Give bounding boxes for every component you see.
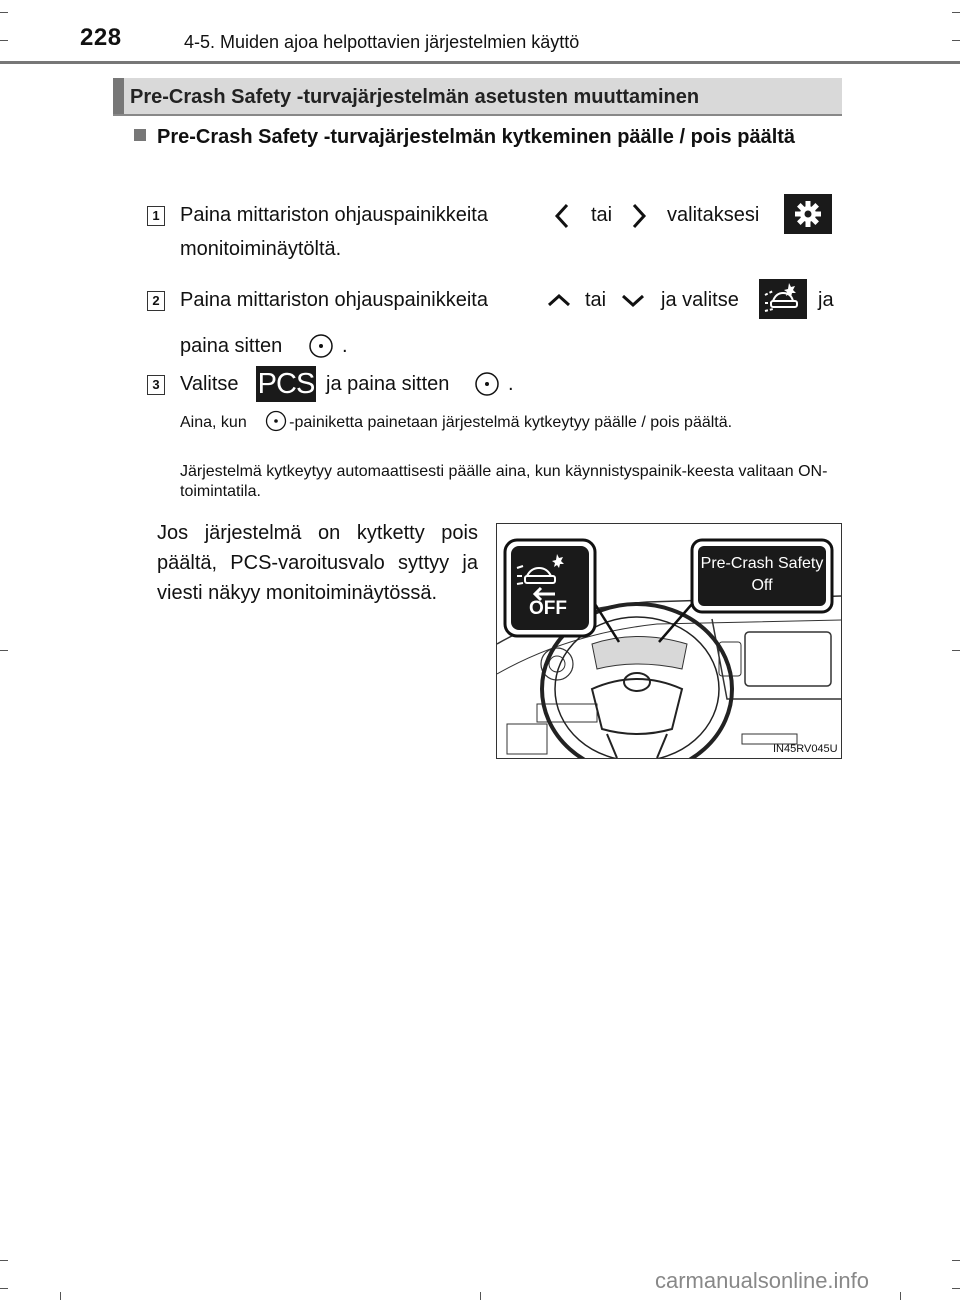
crop-mark [952,12,960,13]
step-text: . [342,335,348,357]
figure-code: IN45RV045U [773,743,838,755]
subhead-marker [134,129,146,141]
step-text: monitoiminäytöltä. [180,238,342,260]
crop-mark [0,1260,8,1261]
crop-mark [480,1292,481,1300]
body-paragraph: Jos järjestelmä on kytketty pois päältä, PCS-varoitusvalo syttyy ja viesti näkyy monitoiminäytössä. [157,522,478,604]
subsection-title: Pre-Crash Safety -turvajärjestelmän kytkeminen päälle / pois päältä [157,126,796,148]
step-text: ja valitse [661,289,739,311]
ok-button-icon [265,410,287,432]
banner-bar [113,78,124,114]
header-rule [0,61,960,64]
chevron-left-icon [553,202,571,230]
chevron-down-icon [620,292,646,310]
settings-gear-icon [784,194,832,234]
ok-button-icon [474,371,500,397]
crop-mark [0,1288,8,1289]
step-text: ja [818,289,834,311]
step-text: tai [591,204,613,226]
crop-mark [0,650,8,651]
step-text: . [508,373,514,395]
note-paragraph [180,410,836,433]
crop-mark [952,40,960,41]
step-text: Paina mittariston ohjauspainikkeita [180,204,488,226]
note-text: -painiketta painetaan järjestelmä kytkeytyy päälle / pois päältä. [289,414,733,431]
page-number: 228 [80,24,122,51]
crop-mark [60,1292,61,1300]
step-text: ja paina sitten [326,373,450,395]
pcs-menu-icon: PCS [257,368,315,400]
step-text: paina sitten [180,335,283,357]
display-message-line1: Pre-Crash Safety [700,555,824,572]
pre-crash-safety-icon [759,279,807,319]
warning-off-label: OFF [529,598,567,619]
section-banner [113,78,842,116]
chevron-up-icon [546,292,572,310]
section-title: Pre-Crash Safety -turvajärjestelmän asetusten muuttaminen [130,86,700,108]
step-text: valitaksesi [667,204,760,226]
note-text: Järjestelmä kytkeytyy automaattisesti päälle aina, kun käynnistyspainik-keesta valitaan ON-toimintatila. [180,463,828,500]
dashboard-illustration [496,523,842,759]
crop-mark [952,650,960,651]
step-text: Valitse [180,373,239,395]
step-text: tai [585,289,607,311]
crop-mark [952,1260,960,1261]
crop-mark [952,1288,960,1289]
running-head: 4-5. Muiden ajoa helpottavien järjestelmien käyttö [184,32,580,52]
step-text: Paina mittariston ohjauspainikkeita [180,289,488,311]
step-number: 3 [147,375,165,395]
step-number: 2 [147,291,165,311]
chevron-right-icon [630,202,648,230]
crop-mark [900,1292,901,1300]
ok-button-icon [308,333,334,359]
crop-mark [0,40,8,41]
note-text: Aina, kun [180,414,247,431]
step-number: 1 [147,206,165,226]
display-message-line2: Off [751,577,773,594]
watermark: carmanualsonline.info [655,1268,870,1293]
crop-mark [0,12,8,13]
